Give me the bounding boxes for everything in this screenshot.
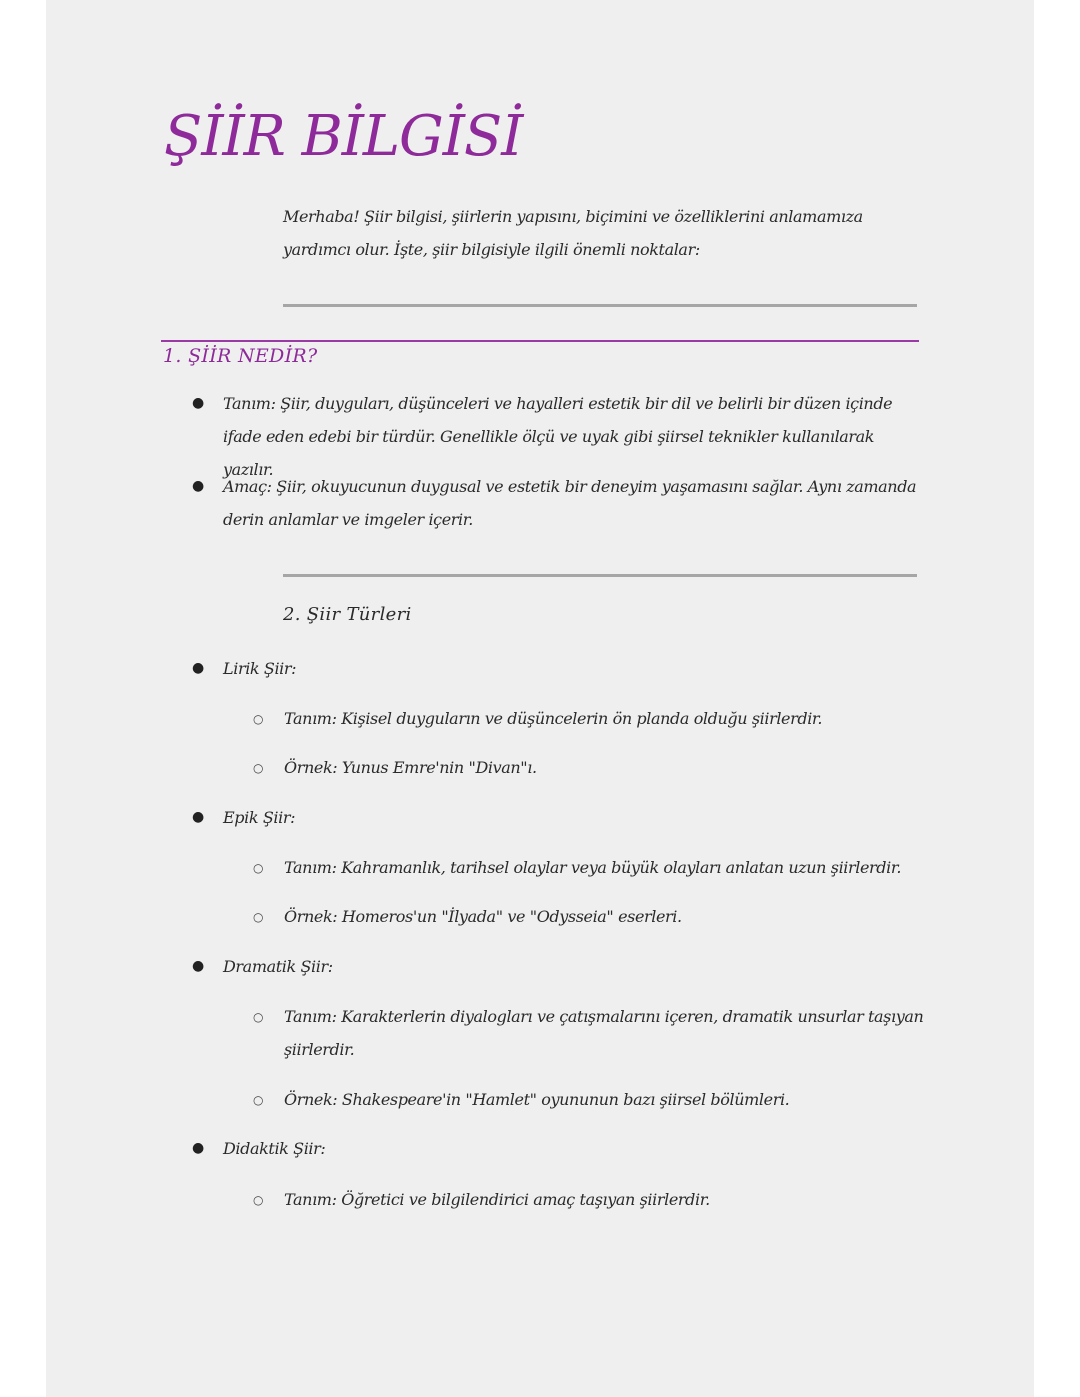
document-page [46,0,1034,1397]
sub-item-text: Öğretici ve bilgilendirici amaç taşıyan şiirlerdir. [336,1190,710,1209]
type-name: Lirik Şiir: [223,659,297,678]
item-label: Tanım: [223,394,276,413]
type-name: Epik Şiir: [223,808,296,827]
sub-item [253,1083,924,1116]
sub-item-label: Örnek: [284,1090,338,1109]
circle-bullet-icon: ○ [253,1193,264,1207]
circle-bullet-icon: ○ [253,761,264,775]
divider-middle [283,574,917,577]
bullet-icon: ● [192,395,204,411]
circle-bullet-icon: ○ [253,1010,264,1024]
sub-item [253,900,924,933]
sub-item-label: Tanım: [284,858,337,877]
sub-item-text: Karakterlerin diyalogları ve çatışmalarını içeren, dramatik unsurlar taşıyan şiirlerdir. [284,1007,924,1059]
intro-paragraph: Merhaba! Şiir bilgisi, şiirlerin yapısını, biçimini ve özelliklerini anlamamıza yardımcı olur. İşte, şiir bilgisiyle ilgili önemli noktalar: [283,207,863,259]
page-title: ŞİİR BİLGİSİ [164,104,523,169]
bullet-icon: ● [192,478,204,494]
item-text: Şiir, okuyucunun duygusal ve estetik bir deneyim yaşamasını sağlar. Aynı zamanda derin anlamlar ve imgeler içerir. [223,477,917,529]
section-divider [161,340,919,342]
list-item-type [192,1132,923,1165]
sub-item-text: Kişisel duyguların ve düşüncelerin ön planda olduğu şiirlerdir. [336,709,823,728]
circle-bullet-icon: ○ [253,712,264,726]
sub-item-text: Yunus Emre'nin "Divan"ı. [337,758,537,777]
list-item [192,470,923,536]
type-name: Dramatik Şiir: [223,957,333,976]
sub-item-label: Örnek: [284,758,338,777]
type-name: Didaktik Şiir: [223,1139,326,1158]
sub-item [253,851,924,884]
sub-item-text: Kahramanlık, tarihsel olaylar veya büyük olayları anlatan uzun şiirlerdir. [336,858,902,877]
section2-heading: 2. Şiir Türleri [283,604,412,625]
circle-bullet-icon: ○ [253,861,264,875]
list-item-type [192,950,923,983]
sub-item-label: Tanım: [284,709,337,728]
sub-item-text: Shakespeare'in "Hamlet" oyununun bazı şiirsel bölümleri. [337,1090,790,1109]
sub-item-label: Tanım: [284,1190,337,1209]
list-item-type [192,801,923,834]
sub-item [253,702,924,735]
section1-heading: 1. ŞİİR NEDİR? [163,345,318,367]
list-item-type [192,652,923,685]
sub-item [253,1000,924,1066]
sub-item [253,751,924,784]
sub-item-text: Homeros'un "İlyada" ve "Odysseia" eserleri. [337,907,682,926]
bullet-icon: ● [192,809,204,825]
sub-item-label: Örnek: [284,907,338,926]
sub-item-label: Tanım: [284,1007,337,1026]
circle-bullet-icon: ○ [253,1093,264,1107]
bullet-icon: ● [192,1140,204,1156]
divider-top [283,304,917,307]
item-label: Amaç: [223,477,272,496]
bullet-icon: ● [192,660,204,676]
circle-bullet-icon: ○ [253,910,264,924]
item-text: Şiir, duyguları, düşünceleri ve hayalleri estetik bir dil ve belirli bir düzen içinde ifade eden edebi bir türdür. Genellikle ölçü ve uyak gibi şiirsel teknikler kullanılarak yazılır. [223,394,893,479]
bullet-icon: ● [192,958,204,974]
sub-item [253,1183,924,1216]
